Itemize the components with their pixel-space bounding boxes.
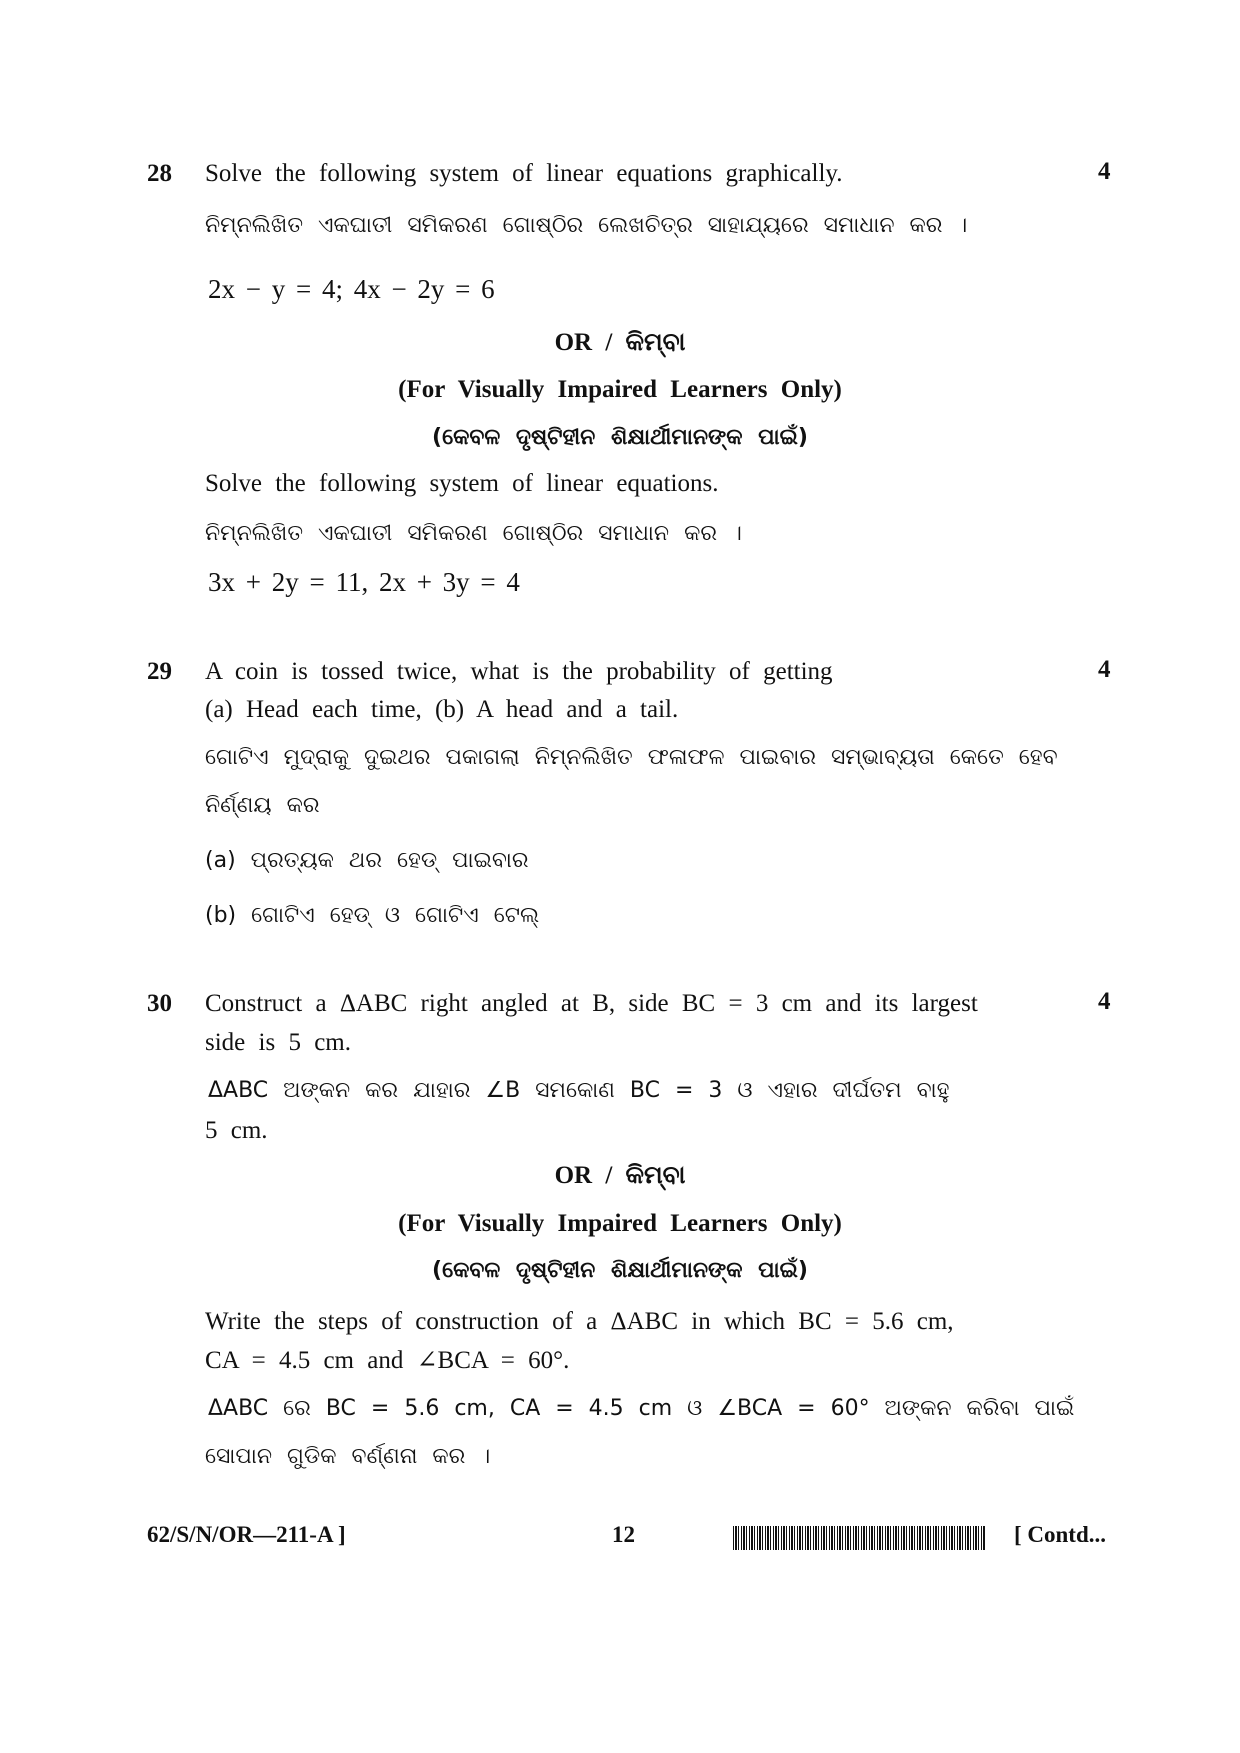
q30-alt-english-line2: CA = 4.5 cm and ∠BCA = 60°. bbox=[205, 1347, 570, 1374]
q28-or-label: OR / କିମ୍ବା bbox=[554, 329, 686, 356]
q28-vi-heading: (For Visually Impaired Learners Only) bbox=[398, 376, 842, 403]
q29-odia-line1: ଗୋଟିଏ ମୁଦ୍ରାକୁ ଦୁଇଥର ପକାଗଲା ନିମ୍ନଲିଖିତ ଫଳାଫଳ ପାଇବାର ସମ୍ଭାବ୍ୟତା କେତେ ହେବ bbox=[205, 745, 1058, 770]
q28-english-text: Solve the following system of linear equations graphically. bbox=[205, 160, 843, 187]
q29-odia-line2: ନିର୍ଣ୍ଣୟ କର bbox=[205, 793, 320, 818]
q28-odia-text: ନିମ୍ନଲିଖିତ ଏକଘାତୀ ସମିକରଣ ଗୋଷ୍ଠିର ଲେଖଚିତ୍ର ସାହାଯ୍ୟରେ ସମାଧାନ କର । bbox=[205, 213, 968, 238]
q28-marks: 4 bbox=[1098, 158, 1111, 185]
q29-odia-option-a: (a) ପ୍ରତ୍ୟକ ଥର ହେଡ୍ ପାଇବାର bbox=[205, 848, 529, 873]
q30-alt-odia-line1: ΔABC ରେ BC = 5.6 cm, CA = 4.5 cm ଓ ∠BCA = 60° ଅଙ୍କନ କରିବା ପାଇଁ bbox=[208, 1396, 1075, 1421]
q28-alt-equation: 3x + 2y = 11, 2x + 3y = 4 bbox=[208, 567, 520, 597]
q30-vi-heading-odia: (କେବଳ ଦୃଷ୍ଟିହୀନ ଶିକ୍ଷାର୍ଥୀମାନଙ୍କ ପାଇଁ) bbox=[432, 1258, 808, 1283]
question-number-28: 28 bbox=[147, 160, 172, 187]
q29-english-line1: A coin is tossed twice, what is the probability of getting bbox=[205, 658, 833, 685]
q28-alt-odia-text: ନିମ୍ନଲିଖିତ ଏକଘାତୀ ସମିକରଣ ଗୋଷ୍ଠିର ସମାଧାନ କର । bbox=[205, 521, 742, 546]
page-number: 12 bbox=[612, 1522, 635, 1547]
q30-or-label: OR / କିମ୍ବା bbox=[554, 1162, 686, 1189]
q28-equation: 2x − y = 4; 4x − 2y = 6 bbox=[208, 274, 495, 304]
q30-vi-heading: (For Visually Impaired Learners Only) bbox=[398, 1210, 842, 1237]
continued-label: [ Contd... bbox=[1014, 1522, 1107, 1547]
q29-odia-option-b: (b) ଗୋଟିଏ ହେଡ୍ ଓ ଗୋଟିଏ ଟେଲ୍ bbox=[205, 903, 540, 928]
q30-odia-line1: ΔABC ଅଙ୍କନ କର ଯାହାର ∠B ସମକୋଣ BC = 3 ଓ ଏହାର ଦୀର୍ଘତମ ବାହୁ bbox=[208, 1078, 950, 1103]
q30-odia-line2: 5 cm. bbox=[205, 1117, 268, 1144]
q29-marks: 4 bbox=[1098, 656, 1111, 683]
barcode-image bbox=[733, 1526, 985, 1550]
q30-english-line2: side is 5 cm. bbox=[205, 1029, 351, 1056]
q30-marks: 4 bbox=[1098, 988, 1111, 1015]
q30-alt-english-line1: Write the steps of construction of a ΔABC in which BC = 5.6 cm, bbox=[205, 1308, 954, 1335]
q28-alt-english-text: Solve the following system of linear equations. bbox=[205, 470, 719, 497]
question-number-29: 29 bbox=[147, 658, 172, 685]
q28-vi-heading-odia: (କେବଳ ଦୃଷ୍ଟିହୀନ ଶିକ୍ଷାର୍ଥୀମାନଙ୍କ ପାଇଁ) bbox=[432, 425, 808, 450]
q29-english-line2: (a) Head each time, (b) A head and a tail. bbox=[205, 696, 679, 723]
paper-code: 62/S/N/OR—211-A ] bbox=[147, 1522, 346, 1547]
question-number-30: 30 bbox=[147, 990, 172, 1017]
q30-english-line1: Construct a ΔABC right angled at B, side BC = 3 cm and its largest bbox=[205, 990, 978, 1017]
q30-alt-odia-line2: ସୋପାନ ଗୁଡିକ ବର୍ଣ୍ଣନା କର । bbox=[205, 1444, 491, 1469]
